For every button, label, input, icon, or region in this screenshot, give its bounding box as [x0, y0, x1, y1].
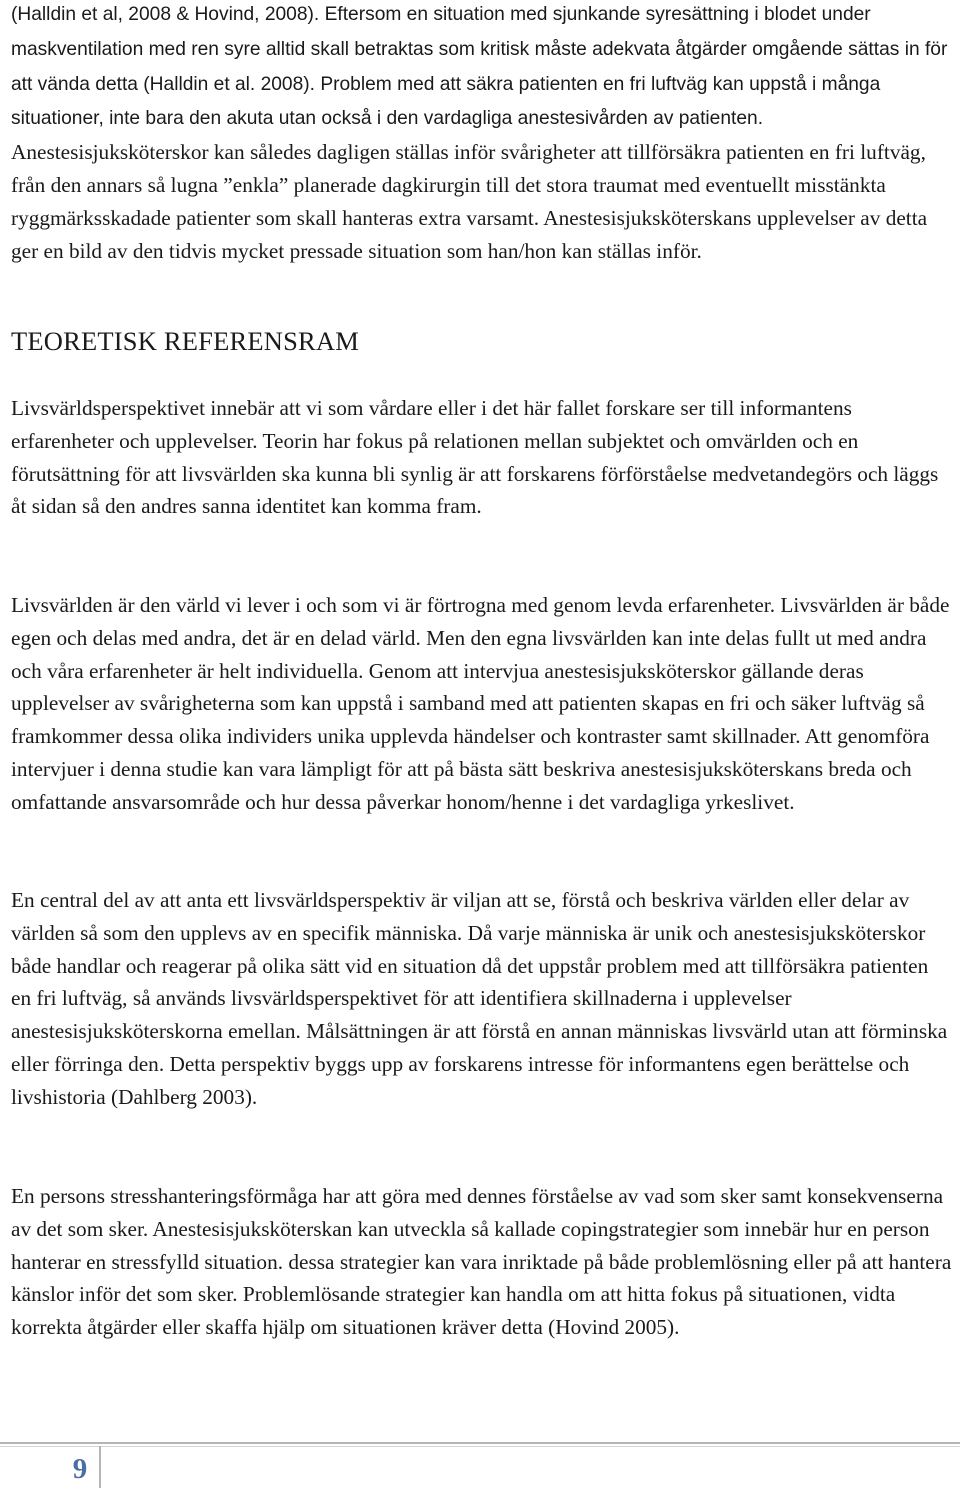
footer-divider-thin [0, 1446, 960, 1447]
page-number-separator [99, 1446, 101, 1488]
paragraph-lifeworld: Livsvärlden är den värld vi lever i och som vi är förtrogna med genom levda erfarenheter. Livsvärlden är både egen och delas med andra, det är en delad värld. Men den egna livsvärlden kan inte delas fullt ut med andra och våra erfarenheter är helt individuella. Genom att intervjua anestesisjuksköterskor gällande deras upplevelser av svårigheterna som kan uppstå i samband med att patienten skapas en fri och säker luftväg så framkommer dessa olika individers unika upplevda händelser och kontraster samt skillnader. Att genomföra intervjuer i denna studie kan vara lämpligt för att på bästa sätt beskriva anestesisjuksköterskans breda och omfattande ansvarsområde och hur dessa påverkar honom/henne i det vardagliga yrkeslivet. [11, 593, 950, 814]
section-heading: TEORETISK REFERENSRAM [11, 326, 359, 356]
paragraph-intro-part-a: (Halldin et al, 2008 & Hovind, 2008). Eftersom en situation med sjunkande syresättning i blodet under maskventilation med ren syre alltid skall betraktas som kritisk måste adekvata åtgärder omgående sättas in för att vända detta (Halldin et al. 2008). Problem med att säkra patienten en fri luftväg kan uppstå i många situationer, inte bara den akuta utan också i den vardagliga anestesivården av patienten. [11, 4, 948, 130]
paragraph-central-part: En central del av att anta ett livsvärldsperspektiv är viljan att se, förstå och beskriva världen eller delar av världen så som den upplevs av en specifik människa. Då varje människa är unik och anestesisjuksköterskor både handlar och reagerar på olika sätt vid en situation då det uppstår problem med att tillförsäkra patienten en fri luftväg, så används livsvärldsperspektivet för att identifiera skillnaderna i upplevelser anestesisjuksköterskorna emellan. Målsättningen är att förstå en annan människas livsvärld utan att förminska eller förringa den. Detta perspektiv byggs upp av forskarens intresse för informantens egen berättelse och livshistoria (Dahlberg 2003). [11, 888, 948, 1109]
paragraph-stress-coping: En persons stresshanteringsförmåga har att göra med dennes förståelse av vad som sker samt konsekvenserna av det som sker. Anestesisjuksköterskan kan utveckla så kallade copingstrategier som innebär hur en person hanterar en stressfylld situation. dessa strategier kan vara inriktade på både problemlösning eller på att hantera känslor inför det som sker. Problemlösande strategier kan handla om att hitta fokus på situationen, vidta korrekta åtgärder eller skaffa hjälp om situationen kräver detta (Hovind 2005). [11, 1184, 952, 1340]
footer-divider [0, 1442, 960, 1444]
paragraph-lifeworld-perspective: Livsvärldsperspektivet innebär att vi som vårdare eller i det här fallet forskare ser till informantens erfarenheter och upplevelser. Teorin har fokus på relationen mellan subjektet och omvärlden och en förutsättning för att livsvärlden ska kunna bli synlig är att forskarens förförståelse medvetandegörs och läggs åt sidan så den andres sanna identitet kan komma fram. [11, 396, 939, 519]
page-number: 9 [72, 1453, 88, 1485]
paragraph-intro [11, 0, 953, 267]
paragraph-intro-part-b: Anestesisjuksköterskor kan således dagligen ställas inför svårigheter att tillförsäkra patienten en fri luftväg, från den annars så lugna ”enkla” planerade dagkirurgin till det stora traumat med eventuellt misstänkta ryggmärksskadade patienter som skall hanteras extra varsamt. Anestesisjuksköterskans upplevelser av detta ger en bild av den tidvis mycket pressade situation som han/hon kan ställas inför. [11, 140, 928, 263]
